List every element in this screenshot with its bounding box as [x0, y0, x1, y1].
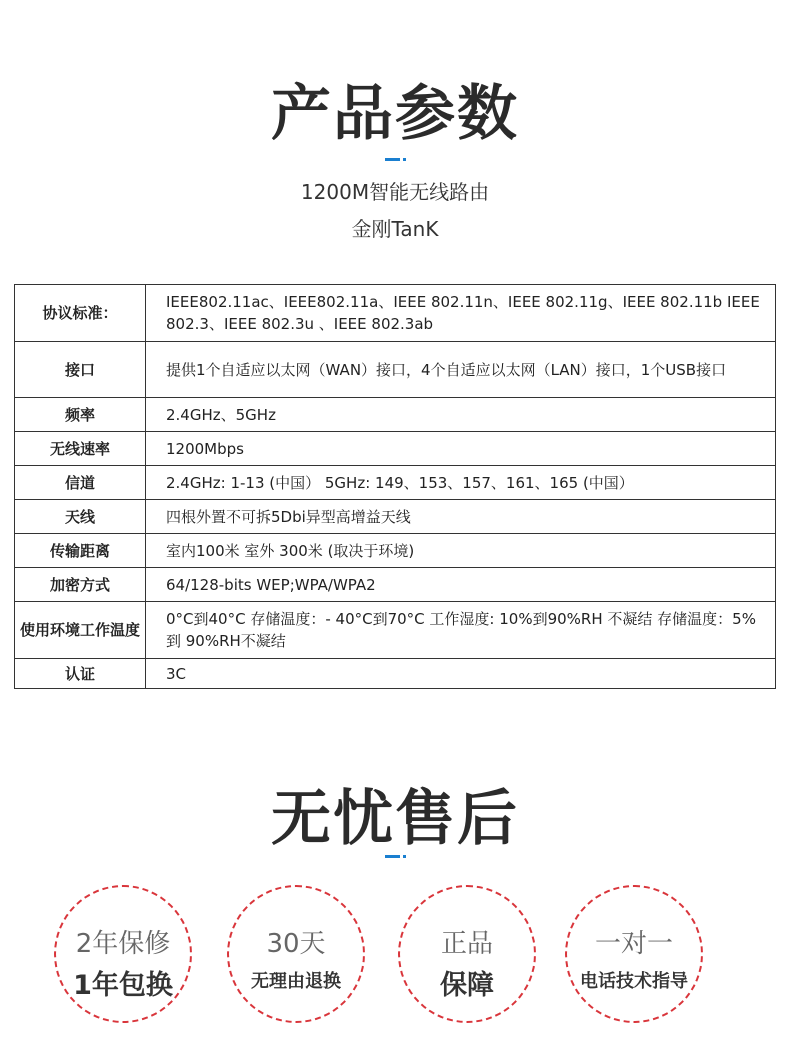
spec-key: 天线 — [15, 500, 146, 534]
spec-value: 1200Mbps — [146, 432, 776, 466]
spec-table — [14, 284, 776, 689]
spec-value: 四根外置不可拆5Dbi异型高增益天线 — [146, 500, 776, 534]
badge-warranty-line1: 2年保修 — [75, 929, 171, 959]
badge-warranty-line2: 1年包换 — [73, 970, 173, 1001]
badge-return — [227, 885, 365, 1023]
spec-value: IEEE802.11ac、IEEE802.11a、IEEE 802.11n、IEEE 802.11g、IEEE 802.11b IEEE 802.3、IEEE 802.3u 、IEEE 802.3ab — [146, 285, 776, 342]
spec-key: 接口 — [15, 342, 146, 398]
spec-key: 协议标准： — [15, 285, 146, 342]
table-row — [15, 466, 776, 500]
spec-value: 2.4GHz: 1-13 (中国） 5GHz: 149、153、157、161、165 (中国） — [146, 466, 776, 500]
spec-value: 0°C到40°C 存储温度：- 40°C到70°C 工作湿度: 10%到90%RH 不凝结 存储温度：5%到 90%RH不凝结 — [146, 602, 776, 659]
table-row — [15, 432, 776, 466]
params-title: 产品参数 — [271, 79, 519, 149]
table-row — [15, 534, 776, 568]
table-row — [15, 659, 776, 689]
badge-support-line2: 电话技术指导 — [580, 971, 688, 992]
badge-genuine — [398, 885, 536, 1023]
spec-key: 频率 — [15, 398, 146, 432]
badge-warranty — [54, 885, 192, 1023]
badge-genuine-line1: 正品 — [440, 929, 493, 959]
spec-key: 使用环境工作温度 — [15, 602, 146, 659]
table-row — [15, 602, 776, 659]
badge-support-line1: 一对一 — [594, 929, 673, 959]
table-row — [15, 500, 776, 534]
spec-key: 无线速率 — [15, 432, 146, 466]
table-row — [15, 568, 776, 602]
spec-value: 64/128-bits WEP;WPA/WPA2 — [146, 568, 776, 602]
badge-genuine-line2: 保障 — [440, 970, 494, 1001]
spec-value: 室内100米 室外 300米 (取决于环境) — [146, 534, 776, 568]
spec-value: 2.4GHz、5GHz — [146, 398, 776, 432]
spec-key: 信道 — [15, 466, 146, 500]
service-divider — [385, 855, 405, 858]
badge-support — [565, 885, 703, 1023]
table-row — [15, 342, 776, 398]
table-row — [15, 285, 776, 342]
service-title: 无忧售后 — [271, 784, 519, 854]
spec-key: 加密方式 — [15, 568, 146, 602]
table-row — [15, 398, 776, 432]
params-divider — [385, 158, 405, 161]
spec-key: 传输距离 — [15, 534, 146, 568]
badge-return-line2: 无理由退换 — [251, 971, 341, 992]
spec-key: 认证 — [15, 659, 146, 689]
badge-return-line1: 30天 — [266, 929, 326, 959]
spec-value: 提供1个自适应以太网（WAN）接口，4个自适应以太网（LAN）接口，1个USB接口 — [146, 342, 776, 398]
spec-value: 3C — [146, 659, 776, 689]
params-subtitle-name: 金刚TanK — [351, 217, 439, 241]
params-subtitle-model: 1200M智能无线路由 — [300, 180, 490, 204]
